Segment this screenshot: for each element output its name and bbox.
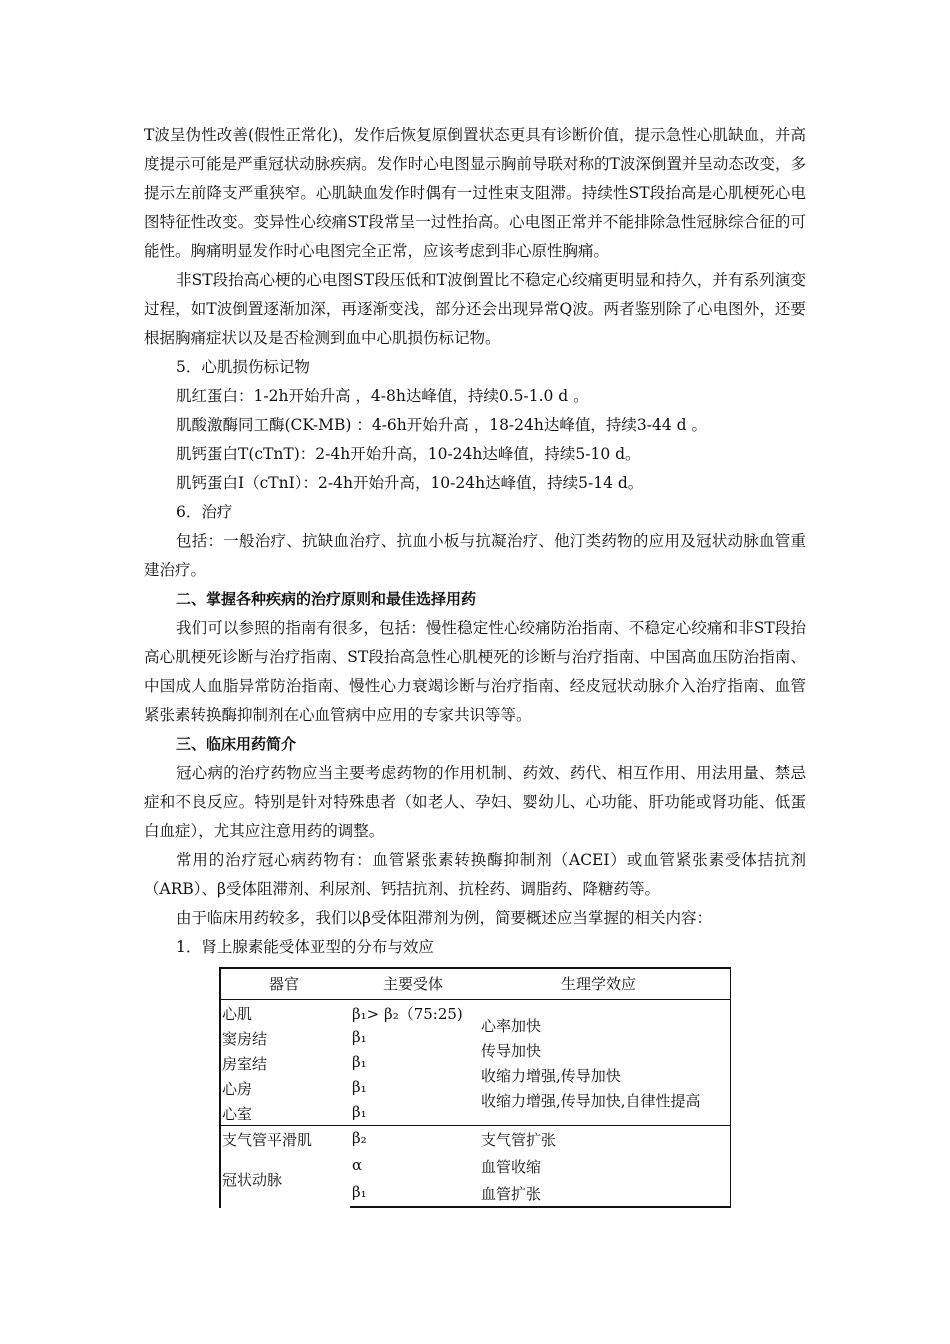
paragraph-treatment: 包括：一般治疗、抗缺血治疗、抗血小板与抗凝治疗、他汀类药物的应用及冠状动脉血管重建治疗。 bbox=[144, 532, 806, 579]
section-heading-markers: 5．心肌损伤标记物 bbox=[176, 358, 310, 376]
paragraph-guidelines: 我们可以参照的指南有很多，包括：慢性稳定性心绞痛防治指南、不稳定心绞痛和非ST段抬高心肌梗死诊断与治疗指南、ST段抬高急性心肌梗死的诊断与治疗指南、中国高血压防治指南、中国成人血脂异常防治指南、慢性心力衰竭诊断与治疗指南、经皮冠状动脉介入治疗指南、血管紧张素转换酶抑制剂在心血管病中应用的专家共识等等。 bbox=[144, 619, 806, 724]
table-organ-cell: 心肌 bbox=[222, 1005, 253, 1023]
table-receptor-cell: β₂ bbox=[352, 1129, 367, 1147]
table-receptor-cell: β₁ bbox=[352, 1103, 367, 1121]
marker-myoglobin: 肌红蛋白：1-2h开始升高 ，4-8h达峰值，持续0.5-1.0 d 。 bbox=[176, 387, 589, 405]
paragraph-nstemi: 非ST段抬高心梗的心电图ST段压低和T波倒置比不稳定心绞痛更明显和持久，并有系列演变过程，如T波倒置逐渐加深，再逐渐变浅，部分还会出现异常Q波。两者鉴别除了心电图外，还要根据胸痛症状以及是否检测到血中心肌损伤标记物。 bbox=[144, 271, 806, 347]
document-body bbox=[144, 121, 806, 962]
table-effect-cell: 支气管扩张 bbox=[481, 1131, 557, 1149]
marker-ctni: 肌钙蛋白I（cTnI）：2-4h开始升高，10-24h达峰值，持续5-14 d。 bbox=[176, 474, 644, 492]
table-effect-cell: 心率加快 bbox=[481, 1017, 542, 1035]
table-receptor-cell: β₁ bbox=[352, 1028, 367, 1046]
heading-treatment-principles: 二、掌握各种疾病的治疗原则和最佳选择用药 bbox=[176, 590, 477, 608]
section-heading-treatment: 6．治疗 bbox=[176, 503, 233, 521]
paragraph-ecg-t-wave: T波呈伪性改善(假性正常化)，发作后恢复原倒置状态更具有诊断价值，提示急性心肌缺血，并高度提示可能是严重冠状动脉疾病。发作时心电图显示胸前导联对称的T波深倒置并呈动态改变，多提示左前降支严重狭窄。心肌缺血发作时偶有一过性束支阻滞。持续性ST段抬高是心肌梗死心电图特征性改变。变异性心绞痛ST段常呈一过性抬高。心电图正常并不能排除急性冠脉综合征的可能性。胸痛明显发作时心电图完全正常，应该考虑到非心原性胸痛。 bbox=[144, 126, 806, 260]
marker-ctnt: 肌钙蛋白T(cTnT)：2-4h开始升高，10-24h达峰值，持续5-10 d。 bbox=[176, 445, 641, 463]
table-organ-cell: 支气管平滑肌 bbox=[222, 1131, 313, 1149]
table-receptor-cell: β₁ bbox=[352, 1053, 367, 1071]
table-organ-cell: 心房 bbox=[222, 1080, 253, 1098]
table-effect-cell: 收缩力增强,传导加快,自律性提高 bbox=[481, 1092, 701, 1110]
table-organ-cell: 窦房结 bbox=[222, 1030, 268, 1048]
paragraph-common-drugs: 常用的治疗冠心病药物有：血管紧张素转换酶抑制剂（ACEI）或血管紧张素受体拮抗剂（ARB）、β受体阻滞剂、利尿剂、钙拮抗剂、抗栓药、调脂药、降糖药等。 bbox=[144, 851, 806, 898]
table-header-effect: 生理学效应 bbox=[561, 975, 637, 993]
table-effect-cell: 血管扩张 bbox=[481, 1185, 542, 1203]
table-receptor-cell: β₁ bbox=[352, 1078, 367, 1096]
table-group-rule bbox=[219, 1125, 731, 1126]
heading-clinical-drugs: 三、临床用药简介 bbox=[176, 735, 297, 753]
table-receptor-cell: β₁> β₂（75:25) bbox=[352, 1005, 463, 1023]
table-border-top bbox=[219, 967, 731, 969]
table-header-rule bbox=[219, 999, 731, 1000]
section-heading-receptors: 1．肾上腺素能受体亚型的分布与效应 bbox=[176, 938, 434, 956]
marker-ck-mb: 肌酸激酶同工酶(CK-MB) ：4-6h开始升高 ，18-24h达峰值，持续3-44 d 。 bbox=[176, 416, 707, 434]
table-border-right bbox=[730, 967, 732, 1208]
table-header-organ: 器官 bbox=[269, 975, 300, 993]
table-effect-cell: 传导加快 bbox=[481, 1042, 542, 1060]
table-organ-cell: 房室结 bbox=[222, 1055, 268, 1073]
paragraph-beta-blocker-intro: 由于临床用药较多，我们以β受体阻滞剂为例，简要概述应当掌握的相关内容： bbox=[176, 909, 712, 927]
table-organ-cell: 冠状动脉 bbox=[222, 1171, 283, 1189]
table-border-left bbox=[219, 967, 221, 1208]
table-effect-cell: 血管收缩 bbox=[481, 1158, 542, 1176]
table-effect-cell: 收缩力增强,传导加快 bbox=[481, 1067, 621, 1085]
paragraph-drug-considerations: 冠心病的治疗药物应当主要考虑药物的作用机制、药效、药代、相互作用、用法用量、禁忌症和不良反应。特别是针对特殊患者（如老人、孕妇、婴幼儿、心功能、肝功能或肾功能、低蛋白血症），尤其应注意用药的调整。 bbox=[144, 764, 806, 840]
table-bottom-rule bbox=[350, 1206, 731, 1208]
table-receptor-cell: α bbox=[352, 1156, 363, 1174]
receptor-table bbox=[219, 967, 731, 1208]
table-header-receptor: 主要受体 bbox=[383, 975, 444, 993]
table-organ-cell: 心室 bbox=[222, 1105, 253, 1123]
table-receptor-cell: β₁ bbox=[352, 1183, 367, 1201]
